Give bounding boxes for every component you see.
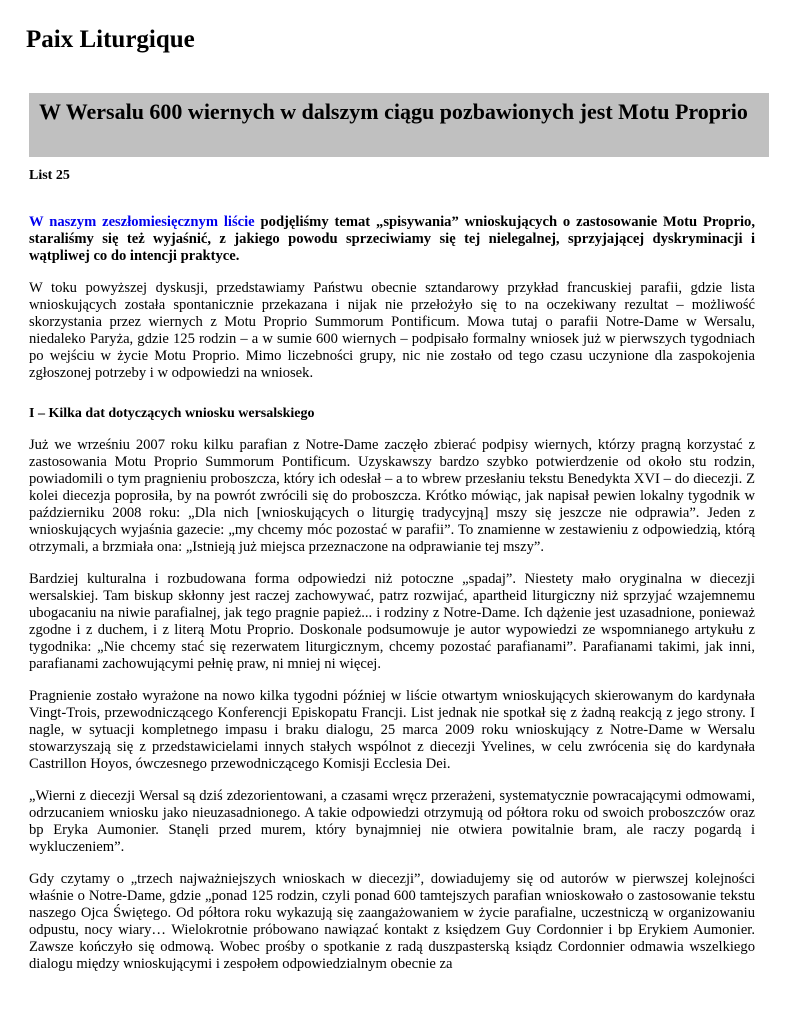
site-title: Paix Liturgique [26,26,195,53]
lead-paragraph-text: podjęliśmy temat „spisywania” wnioskujących o zastosowanie Motu Proprio, staraliśmy się też wyjaśnić, z jakiego powodu sprzeciwiamy się tej nielegalnej, sprzyjającej dyskryminacji i wątpliwej co do intencji praktyce. [29,214,755,264]
section-heading-1: I – Kilka dat dotyczących wniosku wersalskiego [29,406,315,421]
article-title: W Wersalu 600 wiernych w dalszym ciągu pozbawionych jest Motu Proprio [39,99,748,124]
paragraph-3: Bardziej kulturalna i rozbudowana forma odpowiedzi niż potoczne „spadaj”. Niestety mało oryginalna w diecezji wersalskiej. Tam biskup skłonny jest raczej zachowywać, patrz rozwijać, apartheid liturgiczny niż sprzyjać wzajemnemu ubogacaniu na niwie parafialnej, jak tego pragnie papież... i rodziny z Notre-Dame. Ich dążenie jest uzasadnione, ponieważ zgodne i z duchem, i z literą Motu Proprio. Doskonale podsumowuje je autor wypowiedzi ze wspomnianego artykułu z tygodnika: „Nie chcemy stać się rezerwatem liturgicznym, chcemy pozostać parafianami”. Parafianami takimi, jak inni, parafianami zachowującymi pełnię praw, ni mniej ni więcej. [29,571,755,672]
paragraph-2: Już we wrześniu 2007 roku kilku parafian z Notre-Dame zaczęło zbierać podpisy wiernych, którzy pragną korzystać z zastosowania Motu Proprio Summorum Pontificum. Uzyskawszy bardzo szybko potwierdzenie od około stu rodzin, powiadomili o tym pragnieniu proboszcza, który ich odesłał – a to wbrew przesłaniu tekstu Benedykta XVI – do diecezji. Z kolei diecezja poprosiła, by na powrót zwrócili się do proboszcza. Krótko mówiąc, jak napisał pewien lokalny tygodnik w październiku 2008 roku: „Dla nich [wnioskujących o liturgię tradycyjną] mszy się jeszcze nie odprawia”. Jeden z wnioskujących wyjaśnia gazecie: „my chcemy móc pozostać w parafii”. To znamienne w zestawieniu z odpowiedzią, którą otrzymali, a brzmiała ona: „Istnieją już miejsca przeznaczone na odprawianie tej mszy”. [29,437,755,555]
lead-paragraph [29,214,755,265]
paragraph-6: Gdy czytamy o „trzech najważniejszych wnioskach w diecezji”, dowiadujemy się od autorów w pierwszej kolejności właśnie o Notre-Dame, gdzie „ponad 125 rodzin, czyli ponad 600 tamtejszych parafian wnioskowało o zastosowanie tekstu naszego Ojca Świętego. Od półtora roku wykazują się zaangażowaniem w życie parafialne, uczestniczą w organizowaniu odpustu, nocy wiary… Wielokrotnie próbowano nawiązać kontakt z księdzem Guy Cordonnier i bp Erykiem Aumonier. Zawsze kończyło się odmową. Wobec prośby o spotkanie z radą duszpasterską ksiądz Cordonnier odmawia wszelkiego dialogu między wnioskującymi i zespołem odpowiedzialnym obecnie za [29,871,755,972]
list-number: List 25 [29,168,70,183]
paragraph-4: Pragnienie zostało wyrażone na nowo kilka tygodni później w liście otwartym wnioskujących skierowanym do kardynała Vingt-Trois, przewodniczącego Konferencji Episkopatu Francji. List jednak nie spotkał się z żadną reakcją z jego strony. I nagle, w sytuacji kompletnego impasu i braku dialogu, 25 marca 2009 roku wnioskujący z Notre-Dame w Wersalu stowarzyszają się z przedstawicielami innych stałych wspólnot z diecezji Yvelines, w celu zwrócenia się do kardynała Castrillon Hoyos, ówczesnego przewodniczącego Komisji Ecclesia Dei. [29,688,755,772]
article-body [29,214,755,988]
article-title-box [29,93,769,157]
previous-letter-link[interactable]: W naszym zeszłomiesięcznym liście [29,214,255,230]
paragraph-5: „Wierni z diecezji Wersal są dziś zdezorientowani, a czasami wręcz przerażeni, systematycznie powracającymi odmowami, odrzucaniem wniosku jako nieuzasadnionego. A takie odpowiedzi otrzymują od półtora roku od swoich proboszczów oraz bp Eryka Aumonier. Stanęli przed murem, który bynajmniej nie otwiera powitalnie bram, ale raczy pogardą i wykluczeniem”. [29,788,755,855]
paragraph-1: W toku powyższej dyskusji, przedstawiamy Państwu obecnie sztandarowy przykład francuskiej parafii, gdzie lista wnioskujących została spontanicznie przekazana i nijak nie przełożyło się to na oczekiwany rezultat – możliwość skorzystania przez wiernych z Motu Proprio Summorum Pontificum. Mowa tutaj o parafii Notre-Dame w Wersalu, niedaleko Paryża, gdzie 125 rodzin – a w sumie 600 wiernych – podpisało formalny wniosek już w pierwszych tygodniach po wejściu w życie Motu Proprio. Mimo liczebności grupy, nic nie zostało od tego czasu uczynione dla zaspokojenia zgłoszonej potrzeby i w odpowiedzi na wniosek. [29,280,755,381]
